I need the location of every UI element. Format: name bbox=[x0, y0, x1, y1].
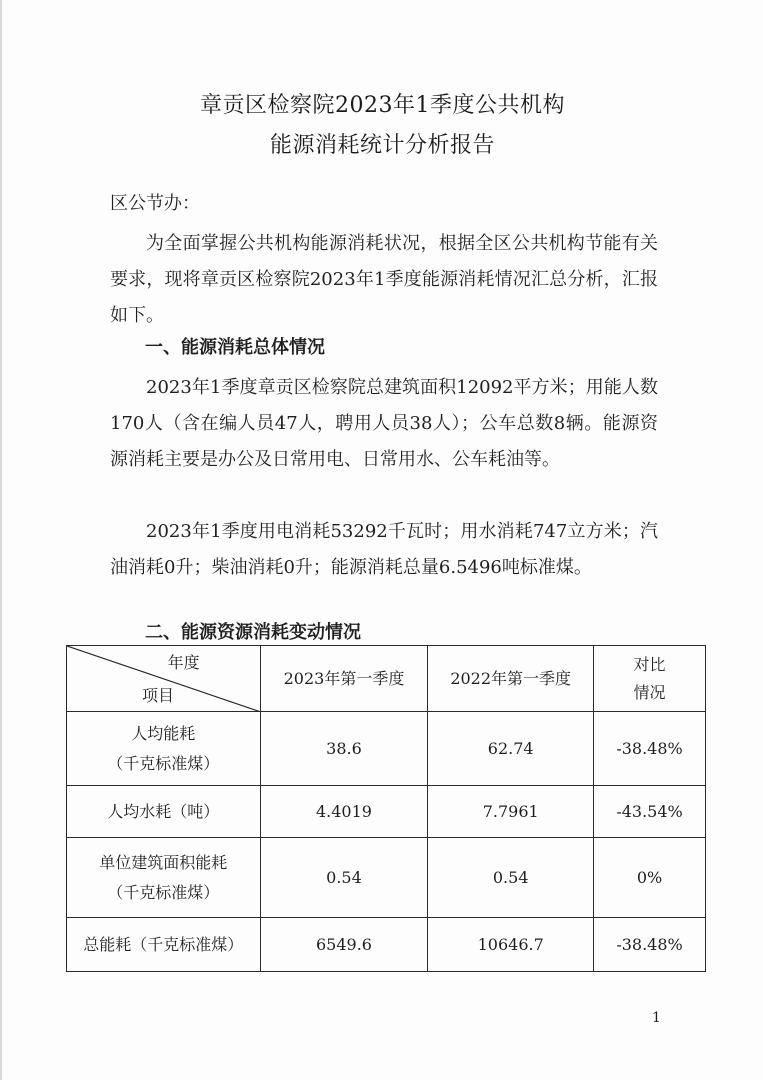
section-1-paragraph-1: 2023年1季度章贡区检察院总建筑面积12092平方米；用能人数170人（含在编人员47人，聘用人员38人）；公车总数8辆。能源资源消耗主要是办公及日常用电、日常用水、公车耗油等。 bbox=[110, 377, 658, 470]
value-2022: 62.74 bbox=[428, 712, 594, 786]
header-2022: 2022年第一季度 bbox=[428, 646, 594, 712]
row-label: 人均水耗（吨） bbox=[67, 786, 261, 838]
compare-value: -38.48% bbox=[594, 712, 706, 786]
value-2022: 0.54 bbox=[428, 838, 594, 918]
salutation: 区公节办： bbox=[110, 193, 200, 214]
value-2023: 6549.6 bbox=[260, 918, 428, 972]
row-label: 总能耗（千克标准煤） bbox=[67, 918, 261, 972]
header-year-label: 年度 bbox=[167, 653, 200, 672]
value-2023: 38.6 bbox=[260, 712, 428, 786]
table-row bbox=[67, 712, 706, 786]
table-row bbox=[67, 838, 706, 918]
section-2-heading: 二、能源资源消耗变动情况 bbox=[145, 622, 361, 643]
compare-value: -43.54% bbox=[594, 786, 706, 838]
document-title-line-1: 章贡区检察院2023年1季度公共机构 bbox=[200, 93, 565, 118]
table-row bbox=[67, 918, 706, 972]
document-title-line-2: 能源消耗统计分析报告 bbox=[269, 133, 495, 158]
header-compare-line-2: 情况 bbox=[633, 682, 666, 702]
value-2022: 10646.7 bbox=[428, 918, 594, 972]
header-compare bbox=[594, 646, 706, 712]
diagonal-header-cell bbox=[67, 646, 261, 712]
header-item-label: 项目 bbox=[142, 686, 175, 705]
row-label-line-1: 单位建筑面积能耗 bbox=[99, 852, 228, 872]
value-2023: 4.4019 bbox=[260, 786, 428, 838]
table-header-row bbox=[67, 646, 706, 712]
row-label bbox=[67, 838, 261, 918]
table-row bbox=[67, 786, 706, 838]
intro-paragraph: 为全面掌握公共机构能源消耗状况，根据全区公共机构节能有关要求，现将章贡区检察院2023年1季度能源消耗情况汇总分析，汇报如下。 bbox=[110, 233, 658, 326]
energy-comparison-table bbox=[66, 645, 706, 972]
header-2023: 2023年第一季度 bbox=[260, 646, 428, 712]
row-label-line-2: （千克标准煤） bbox=[107, 882, 220, 902]
section-1-paragraph-2: 2023年1季度用电消耗53292千瓦时；用水消耗747立方米；汽油消耗0升；柴油消耗0升；能源消耗总量6.5496吨标准煤。 bbox=[110, 521, 658, 578]
value-2023: 0.54 bbox=[260, 838, 428, 918]
compare-value: 0% bbox=[594, 838, 706, 918]
value-2022: 7.7961 bbox=[428, 786, 594, 838]
row-label bbox=[67, 712, 261, 786]
row-label-line-2: （千克标准煤） bbox=[107, 753, 220, 773]
page-number: 1 bbox=[652, 1010, 661, 1026]
section-1-heading: 一、能源消耗总体情况 bbox=[145, 337, 325, 358]
compare-value: -38.48% bbox=[594, 918, 706, 972]
header-compare-line-1: 对比 bbox=[633, 654, 666, 674]
row-label-line-1: 人均能耗 bbox=[131, 723, 196, 743]
